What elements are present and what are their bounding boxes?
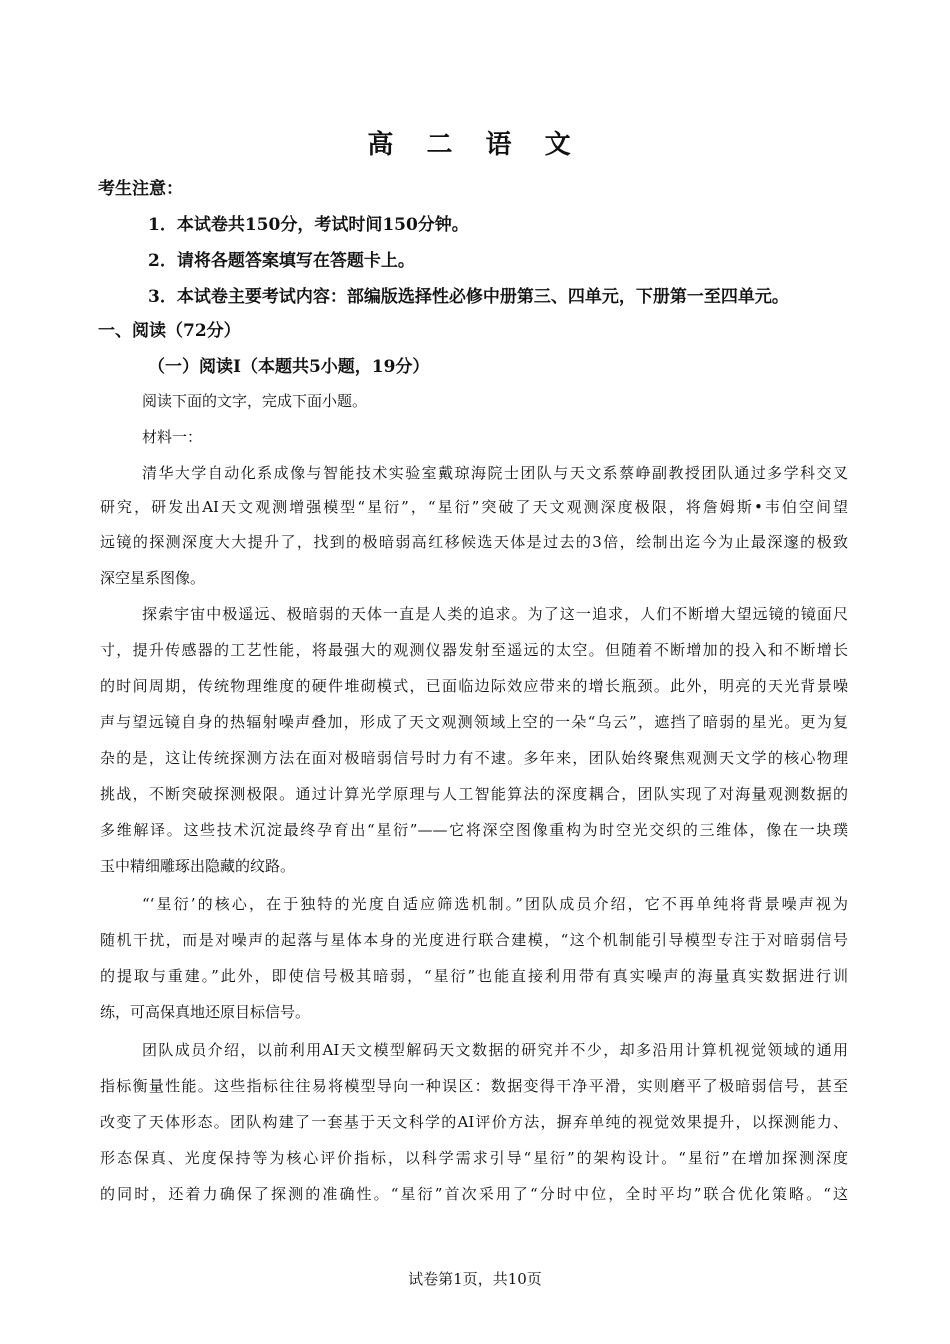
text-line: 玉中精细雕琢出隐藏的纹路。: [100, 857, 296, 875]
material-label: 材料一：: [142, 428, 203, 446]
section-heading: 一、阅读（72分）: [98, 321, 241, 341]
text-line: 练，可高保真地还原目标信号。: [100, 1003, 311, 1021]
notice-heading: 考生注意：: [98, 179, 183, 199]
text-line: “‘星衍’的核心，在于独特的光度自适应筛选机制。”团队成员介绍，它不再单纯将背景噪声视为: [142, 895, 848, 913]
instruction-text: 阅读下面的文字，完成下面小题。: [142, 392, 368, 410]
text-line: 的时间周期，传统物理维度的硬件堆砌模式，已面临边际效应带来的增长瓶颈。此外，明亮的天光背景噪: [100, 677, 848, 695]
text-line: 多维解译。这些技术沉淀最终孕育出“星衍”——它将深空图像重构为时空光交织的三维体，像在一块璞: [100, 821, 848, 839]
page-title: 高 二 语 文: [367, 130, 583, 160]
text-line: 探索宇宙中极遥远、极暗弱的天体一直是人类的追求。为了这一追求，人们不断增大望远镜的镜面尺: [142, 605, 848, 623]
text-line: 随机干扰，而是对噪声的起落与星体本身的光度进行联合建模，“这个机制能引导模型专注于对暗弱信号: [100, 931, 848, 949]
notice-item-3: 3．本试卷主要考试内容：部编版选择性必修中册第三、四单元，下册第一至四单元。: [148, 287, 789, 307]
notice-item-1: 1．本试卷共150分，考试时间150分钟。: [148, 215, 469, 235]
text-line: 远镜的探测深度大大提升了，找到的极暗弱高红移候选天体是过去的3倍，绘制出迄今为止最深邃的极致: [100, 533, 848, 551]
text-line: 挑战，不断突破探测极限。通过计算光学原理与人工智能算法的深度耦合，团队实现了对海量观测数据的: [100, 785, 848, 803]
text-line: 杂的是，这让传统探测方法在面对极暗弱信号时力有不逮。多年来，团队始终聚焦观测天文学的核心物理: [100, 749, 848, 767]
text-line: 团队成员介绍，以前利用AI天文模型解码天文数据的研究并不少，却多沿用计算机视觉领域的通用: [142, 1041, 848, 1059]
text-line: 改变了天体形态。团队构建了一套基于天文科学的AI评价方法，摒弃单纯的视觉效果提升，以探测能力、: [100, 1113, 848, 1131]
text-line: 深空星系图像。: [100, 569, 206, 587]
notice-item-2: 2．请将各题答案填写在答题卡上。: [148, 251, 415, 271]
text-line: 的同时，还着力确保了探测的准确性。“星衍”首次采用了“分时中位，全时平均”联合优化策略。“这: [100, 1185, 848, 1203]
text-line: 声与望远镜自身的热辐射噪声叠加，形成了天文观测领域上空的一朵“乌云”，遮挡了暗弱的星光。更为复: [100, 713, 848, 731]
page-footer: 试卷第1页，共10页: [408, 1270, 542, 1288]
sub-section-heading: （一）阅读I（本题共5小题，19分）: [148, 357, 430, 377]
text-line: 的提取与重建。”此外，即使信号极其暗弱，“星衍”也能直接利用带有真实噪声的海量真实数据进行训: [100, 967, 848, 985]
text-line: 指标衡量性能。这些指标往往易将模型导向一种误区：数据变得干净平滑，实则磨平了极暗弱信号，甚至: [100, 1077, 848, 1095]
text-line: 寸，提升传感器的工艺性能，将最强大的观测仪器发射至遥远的太空。但随着不断增加的投入和不断增长: [100, 641, 848, 659]
text-line: 形态保真、光度保持等为核心评价指标，以科学需求引导“星衍”的架构设计。“星衍”在增加探测深度: [100, 1149, 848, 1167]
text-line: 研究，研发出AI天文观测增强模型“星衍”，“星衍”突破了天文观测深度极限，将詹姆斯•韦伯空间望: [100, 498, 848, 516]
text-line: 清华大学自动化系成像与智能技术实验室戴琼海院士团队与天文系蔡峥副教授团队通过多学科交叉: [142, 464, 848, 482]
